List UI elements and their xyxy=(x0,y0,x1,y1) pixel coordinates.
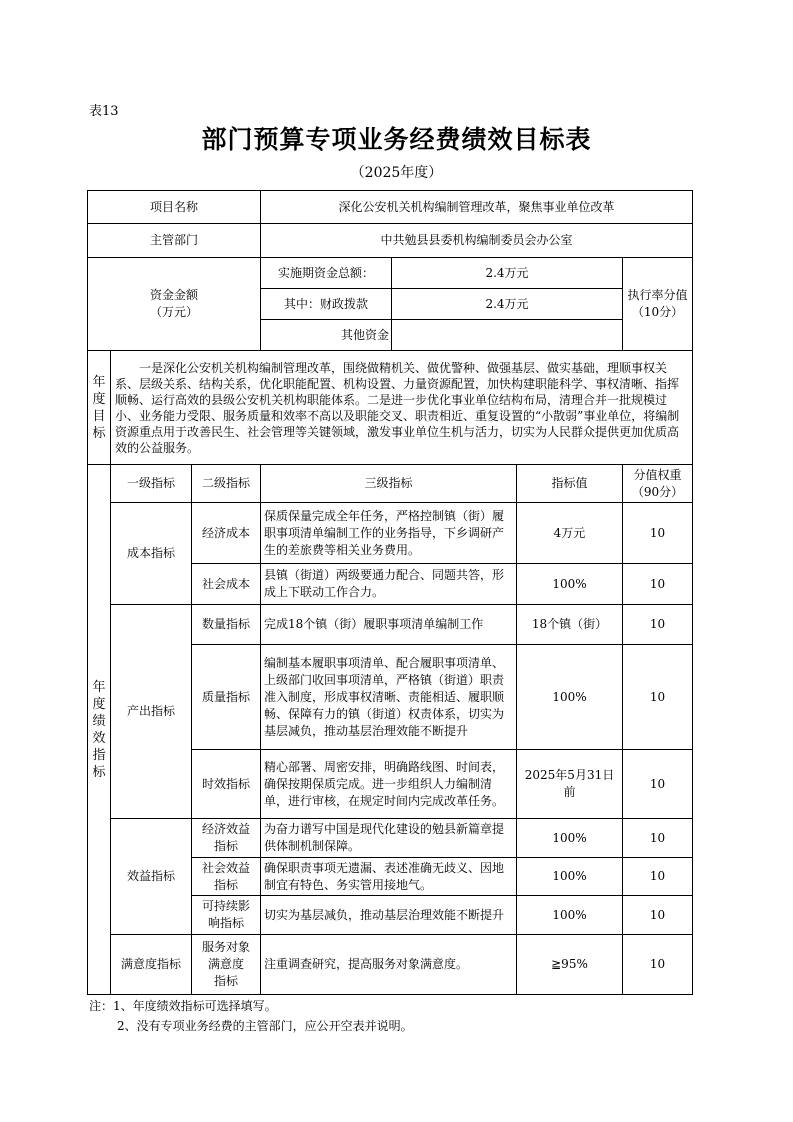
col-weight-line2: （90分） xyxy=(631,484,684,499)
quality-desc: 编制基本履职事项清单、配合履职事项清单、上级部门收回事项清单，严格镇（街道）职责准入制度，形成事权清晰、责能相适、履职顺畅、保障有力的镇（街道）权责体系，切实为基层减负，推动基层治理效能不断提升 xyxy=(261,645,517,750)
economic-cost-value: 4万元 xyxy=(517,503,623,564)
col-level1-header: 一级指标 xyxy=(111,465,192,503)
annual-goal-row xyxy=(88,351,693,465)
quality-label: 质量指标 xyxy=(192,645,261,750)
execution-rate-score xyxy=(623,258,693,351)
department-value: 中共勉县县委机构编制委员会办公室 xyxy=(261,224,693,258)
col-level3-header: 三级指标 xyxy=(261,465,517,503)
service-satisfaction-label-line3: 指标 xyxy=(213,974,238,988)
footnote-1: 注：1、年度绩效指标可选择填写。 xyxy=(89,999,277,1013)
table-row xyxy=(88,503,693,564)
service-satisfaction-weight: 10 xyxy=(623,935,693,995)
timeliness-value: 2025年5月31日前 xyxy=(517,750,623,819)
table-row xyxy=(88,935,693,995)
col-level2-header: 二级指标 xyxy=(192,465,261,503)
economic-benefit-value: 100% xyxy=(517,819,623,858)
benefit-indicator-label: 效益指标 xyxy=(111,819,192,935)
social-cost-value: 100% xyxy=(517,564,623,605)
social-benefit-desc: 确保职责事项无遗漏、表述准确无歧义、因地制宜有特色、务实管用接地气。 xyxy=(261,858,517,896)
service-satisfaction-label xyxy=(192,935,261,995)
service-satisfaction-value: ≧95% xyxy=(517,935,623,995)
table-number-label: 表13 xyxy=(89,104,119,119)
social-cost-label: 社会成本 xyxy=(192,564,261,605)
economic-benefit-label-line1: 经济效益 xyxy=(201,822,250,836)
satisfaction-indicator-label: 满意度指标 xyxy=(111,935,192,995)
sustainable-impact-label-line1: 可持续影 xyxy=(201,899,250,913)
funds-total-label: 实施期资金总额： xyxy=(261,258,392,289)
economic-benefit-label-line2: 指标 xyxy=(213,839,238,853)
economic-cost-weight: 10 xyxy=(623,503,693,564)
funds-total-row xyxy=(88,258,693,289)
funds-fiscal-value: 2.4万元 xyxy=(392,289,623,320)
service-satisfaction-label-line2: 满意度 xyxy=(207,957,244,971)
sustainable-impact-label-line2: 响指标 xyxy=(207,916,244,930)
indicator-section-label: 年度绩效指标 xyxy=(88,465,111,995)
quality-weight: 10 xyxy=(623,645,693,750)
timeliness-desc: 精心部署、周密安排，明确路线图、时间表，确保按期保质完成。进一步组织人力编制清单，进行审核，在规定时间内完成改革任务。 xyxy=(261,750,517,819)
funds-other-label: 其他资金 xyxy=(261,320,392,351)
table-row xyxy=(88,819,693,858)
col-value-header: 指标值 xyxy=(517,465,623,503)
economic-benefit-desc: 为奋力谱写中国是现代化建设的勉县新篇章提供体制机制保障。 xyxy=(261,819,517,858)
funds-label xyxy=(88,258,261,351)
quantity-label: 数量指标 xyxy=(192,605,261,645)
col-weight-line1: 分值权重 xyxy=(633,467,682,482)
execution-rate-line1: 执行率分值 xyxy=(627,288,688,302)
output-indicator-label: 产出指标 xyxy=(111,605,192,819)
funds-total-value: 2.4万元 xyxy=(392,258,623,289)
social-benefit-label-line1: 社会效益 xyxy=(201,860,250,875)
project-name-value: 深化公安机关机构编制管理改革，聚焦事业单位改革 xyxy=(261,191,693,224)
quantity-weight: 10 xyxy=(623,605,693,645)
funds-other-value xyxy=(392,320,623,351)
social-benefit-value: 100% xyxy=(517,858,623,896)
project-name-row xyxy=(88,191,693,224)
funds-fiscal-label: 其中：财政拨款 xyxy=(261,289,392,320)
funds-label-line2: （万元） xyxy=(149,305,198,319)
timeliness-label: 时效指标 xyxy=(192,750,261,819)
annual-goal-label: 年度目标 xyxy=(88,351,111,465)
year-subtitle: （2025年度） xyxy=(350,165,443,181)
social-cost-weight: 10 xyxy=(623,564,693,605)
department-label: 主管部门 xyxy=(88,224,261,258)
quantity-desc: 完成18个镇（街）履职事项清单编制工作 xyxy=(261,605,517,645)
service-satisfaction-desc: 注重调查研究，提高服务对象满意度。 xyxy=(261,935,517,995)
col-weight-header xyxy=(623,465,693,503)
indicator-header-row xyxy=(88,465,693,503)
footnotes xyxy=(89,996,413,1036)
social-benefit-label-line2: 指标 xyxy=(213,877,238,892)
economic-benefit-weight: 10 xyxy=(623,819,693,858)
department-row xyxy=(88,224,693,258)
social-benefit-label xyxy=(192,858,261,896)
economic-cost-desc: 保质保量完成全年任务，严格控制镇（街）履职事项清单编制工作的业务指导，下乡调研产生的差旅费等相关业务费用。 xyxy=(261,503,517,564)
sustainable-impact-weight: 10 xyxy=(623,896,693,935)
social-cost-desc: 县镇（街道）两级要通力配合、同题共答，形成上下联动工作合力。 xyxy=(261,564,517,605)
sustainable-impact-value: 100% xyxy=(517,896,623,935)
page-title: 部门预算专项业务经费绩效目标表 xyxy=(201,125,592,154)
performance-target-table xyxy=(87,190,693,995)
funds-label-line1: 资金金额 xyxy=(149,288,198,302)
table-row xyxy=(88,605,693,645)
economic-cost-label: 经济成本 xyxy=(192,503,261,564)
quality-value: 100% xyxy=(517,645,623,750)
service-satisfaction-label-line1: 服务对象 xyxy=(201,940,250,954)
cost-indicator-label: 成本指标 xyxy=(111,503,192,605)
project-name-label: 项目名称 xyxy=(88,191,261,224)
social-benefit-weight: 10 xyxy=(623,858,693,896)
annual-goal-text: 一是深化公安机关机构编制管理改革，围绕做精机关、做优警种、做强基层、做实基础，理顺事权关系、层级关系、结构关系，优化职能配置、机构设置、力量资源配置，加快构建职能科学、事权清晰、指挥顺畅、运行高效的县级公安机关机构职能体系。二是进一步优化事业单位结构布局，清理合并一批规模过小、业务能力受限、服务质量和效率不高以及职能交叉、职责相近、重复设置的“小散弱”事业单位，将编制资源重点用于改善民生、社会管理等关键领域，激发事业单位生机与活力，切实为人民群众提供更加优质高效的公益服务。 xyxy=(111,351,693,465)
timeliness-weight: 10 xyxy=(623,750,693,819)
sustainable-impact-desc: 切实为基层减负，推动基层治理效能不断提升 xyxy=(261,896,517,935)
economic-benefit-label xyxy=(192,819,261,858)
quantity-value: 18个镇（街） xyxy=(517,605,623,645)
sustainable-impact-label xyxy=(192,896,261,935)
footnote-2: 2、没有专项业务经费的主管部门，应公开空表并说明。 xyxy=(117,1019,413,1033)
execution-rate-line2: （10分） xyxy=(631,305,684,319)
